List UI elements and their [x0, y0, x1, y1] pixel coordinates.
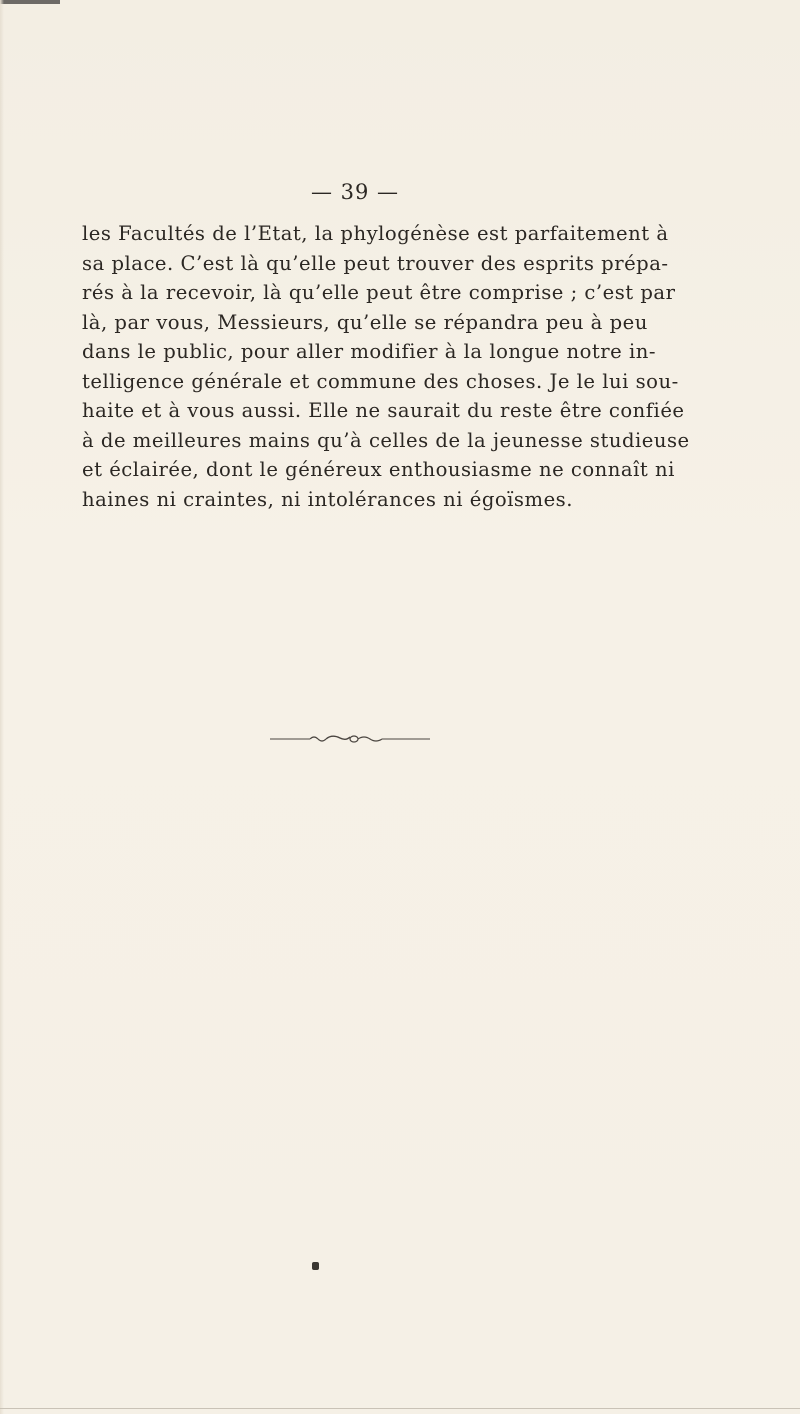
bottom-edge-rule: [0, 1408, 800, 1409]
text-line: là, par vous, Messieurs, qu’elle se répandra peu à peu: [82, 310, 648, 334]
printer-mark: [312, 1262, 319, 1270]
text-line: telligence générale et commune des choses. Je le lui sou-: [82, 369, 679, 393]
text-line: à de meilleures mains qu’à celles de la jeunesse studieuse: [82, 428, 690, 452]
text-line: dans le public, pour aller modifier à la longue notre in-: [82, 340, 656, 363]
body-paragraph: [82, 219, 690, 514]
text-line: rés à la recevoir, là qu’elle peut être comprise ; c’est par: [82, 281, 676, 304]
text-line: haines ni craintes, ni intolérances ni égoïsmes.: [82, 487, 573, 511]
text-line: haite et à vous aussi. Elle ne saurait du reste être confiée: [82, 399, 685, 422]
page-gutter-shadow: [0, 0, 4, 1414]
tailpiece-ornament-icon: [270, 732, 430, 746]
text-line: sa place. C’est là qu’elle peut trouver des esprits prépa-: [82, 251, 669, 275]
text-line: les Facultés de l’Etat, la phylogénèse est parfaitement à: [82, 222, 669, 245]
page-number: — 39 —: [310, 180, 400, 204]
text-line: et éclairée, dont le généreux enthousiasme ne connaît ni: [82, 458, 675, 481]
top-edge-rule: [0, 0, 60, 4]
